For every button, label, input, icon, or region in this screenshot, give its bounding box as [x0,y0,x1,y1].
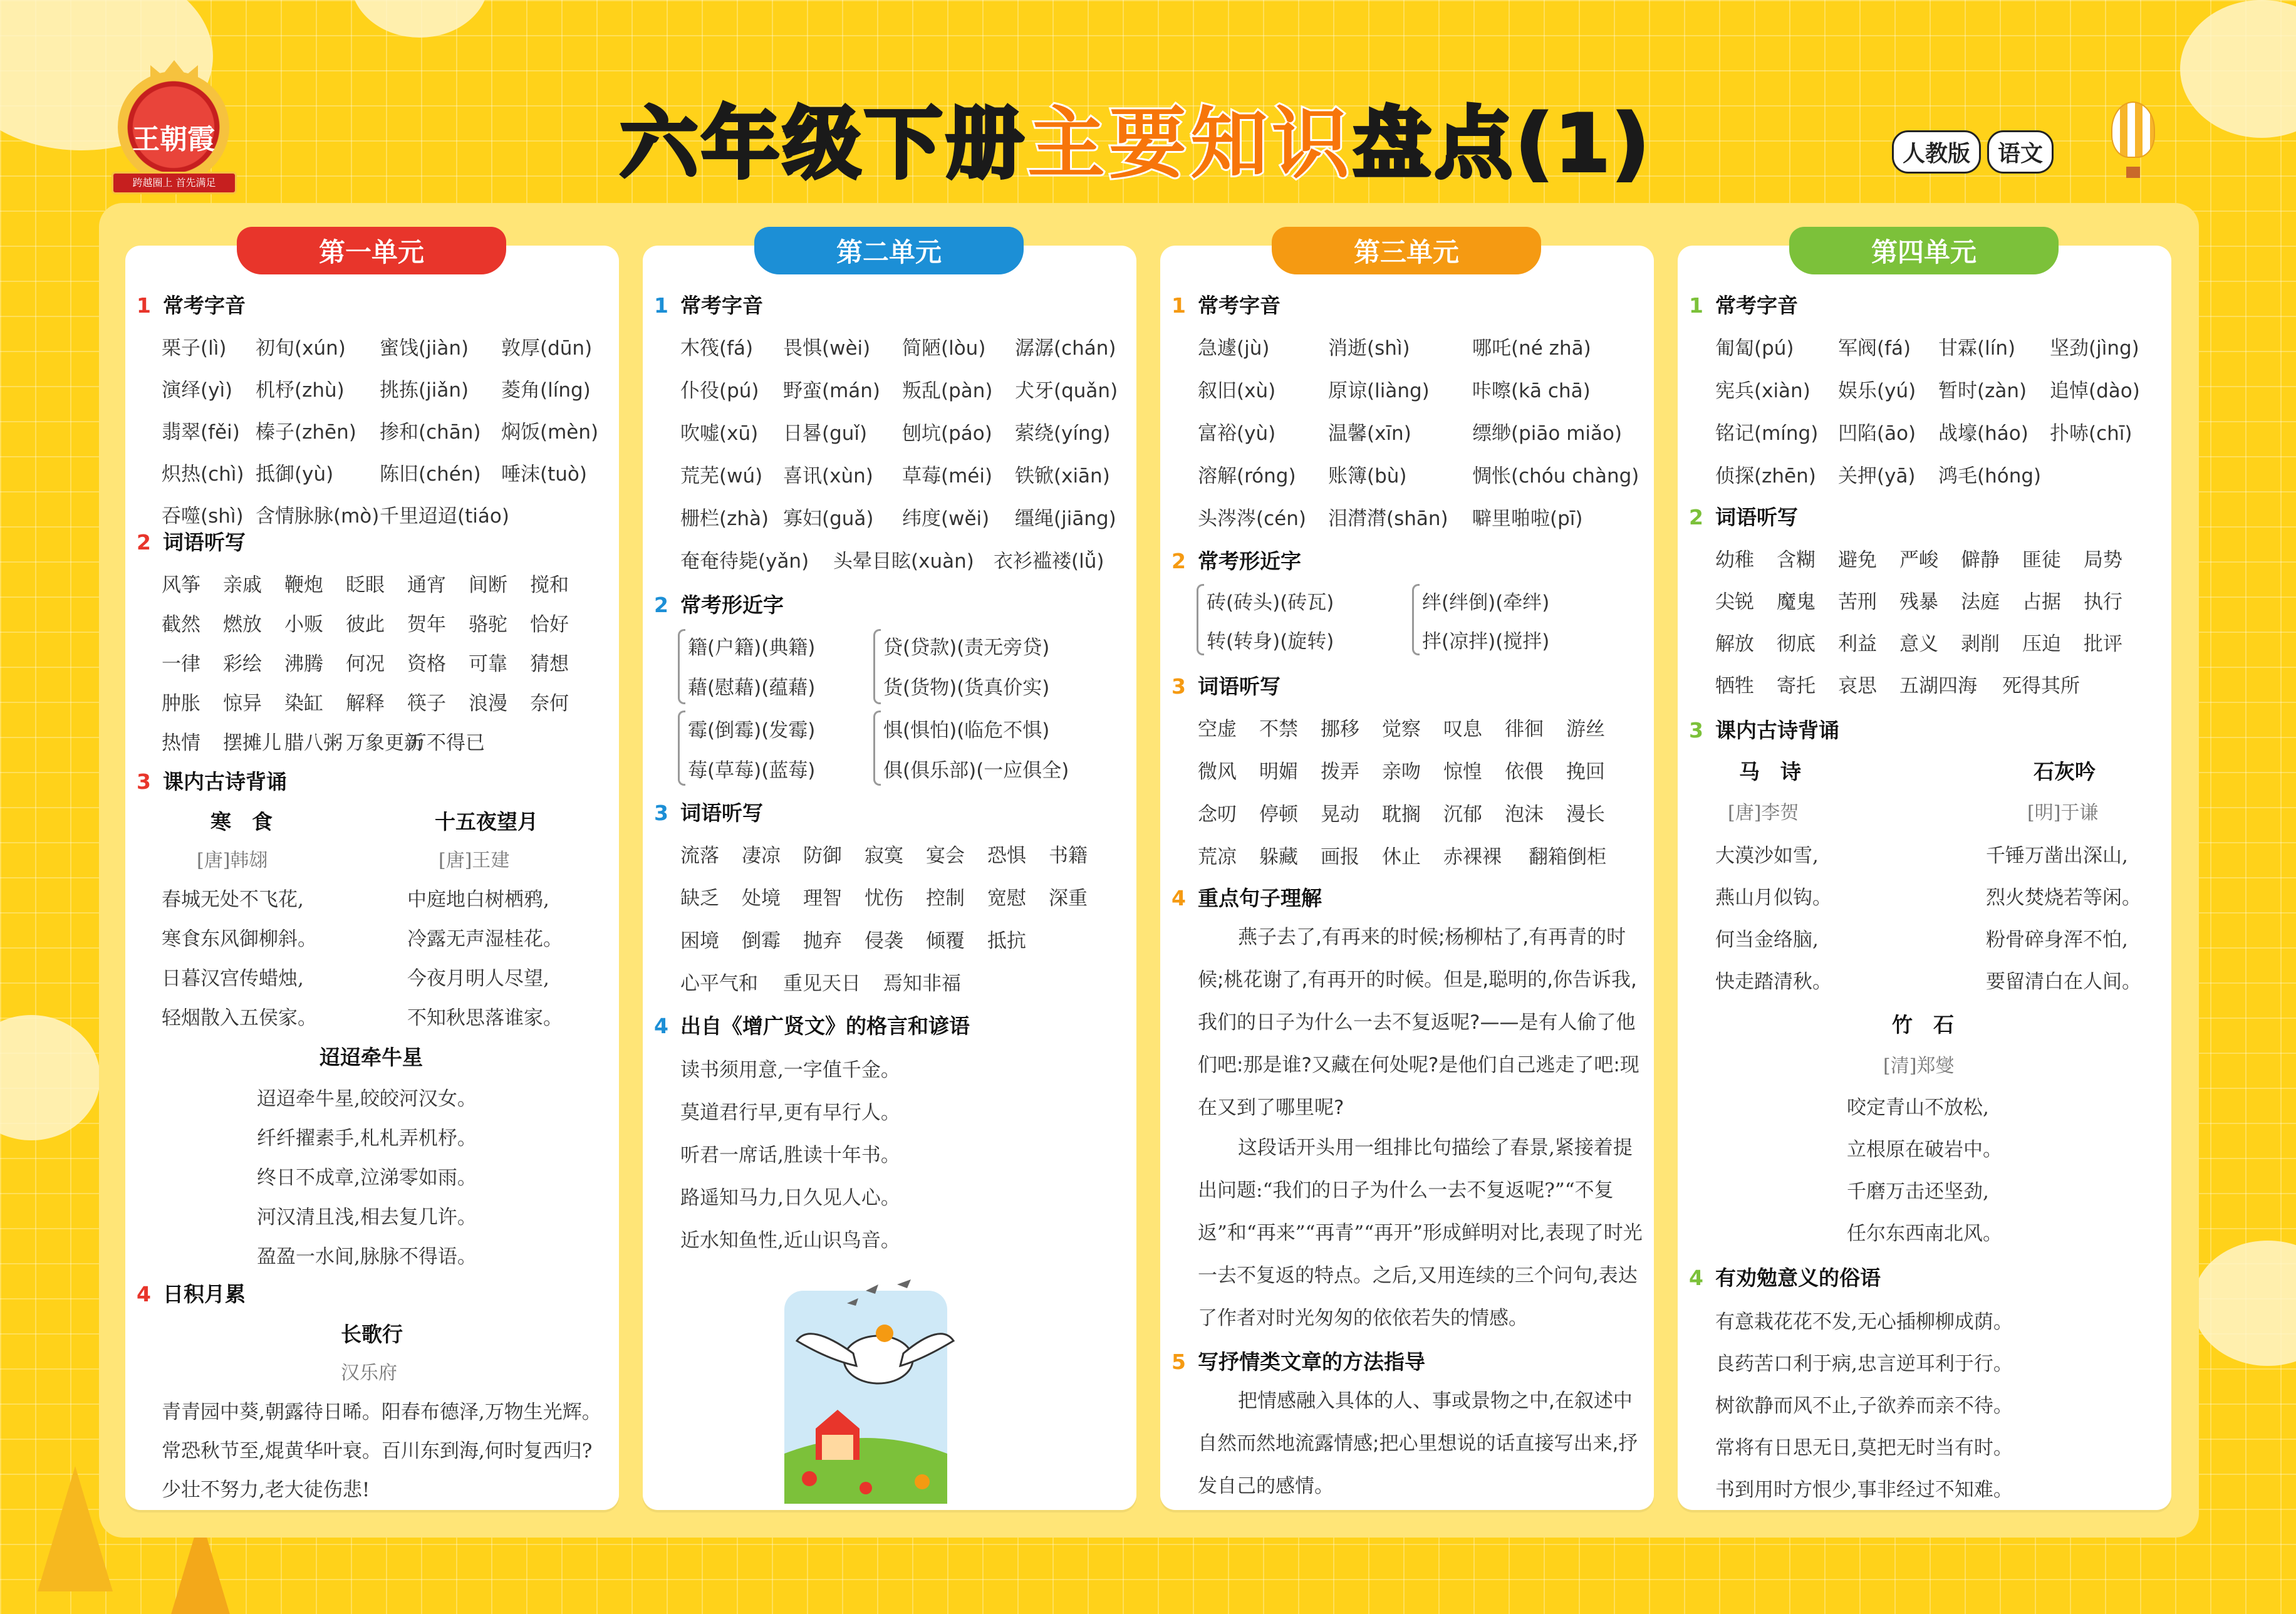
title-highlight: 主要知识 [1027,99,1354,189]
word-item: 铁锨(xiān) [1015,465,1110,487]
word-item: 抛弃 [803,930,842,952]
word-item: 贺年 [407,613,446,636]
unit-1-section-4-title: 4 日积月累 [137,1282,246,1306]
word-item: 沸腾 [284,653,323,675]
text-line: 少壮不努力,老大徒伤悲! [162,1479,370,1501]
cloud-decoration [0,1015,100,1140]
similar-char: 俱(俱乐部)(一应俱全) [883,759,1069,782]
word-item: 赤裸裸 [1443,846,1502,868]
word-item: 深重 [1049,887,1088,910]
word-item: 千里迢迢(tiáo) [380,505,509,528]
word-item: 执行 [2084,591,2122,613]
word-item: 挪移 [1321,718,1359,741]
word-item: 奈何 [530,692,569,715]
word-item: 焖饭(mèn) [501,421,599,444]
word-item: 意义 [1899,633,1938,655]
word-item: 缺乏 [680,887,719,910]
word-item: 依偎 [1505,761,1544,783]
unit-4-section-4-title: 4 有劝勉意义的俗语 [1689,1266,1881,1290]
word-item: 匪徒 [2022,549,2061,571]
word-item: 潺潺(chán) [1015,337,1116,360]
word-item: 摆摊儿 [223,732,281,754]
word-item: 热情 [162,732,200,754]
poem-author: [明]于谦 [2027,802,2099,824]
word-item: 暂时(zàn) [1938,380,2027,402]
text-line: 近水知鱼性,近山识鸟音。 [680,1229,900,1252]
text-line: 中庭地白树栖鸦, [407,888,549,911]
word-item: 侵袭 [865,930,903,952]
word-item: 骆驼 [469,613,507,636]
word-item: 搅和 [530,574,569,596]
word-item: 染缸 [284,692,323,715]
word-item: 含糊 [1777,549,1816,571]
word-item: 衣衫褴褛(lǚ) [994,550,1104,573]
word-item: 敦厚(dūn) [501,337,593,360]
page-title [620,81,1653,193]
word-item: 幼稚 [1715,549,1754,571]
word-item: 菱角(líng) [501,379,591,402]
text-line: 烈火焚烧若等闲。 [1986,887,2141,909]
word-item: 急遽(jù) [1198,337,1270,360]
subject-tag: 语文 [1987,130,2054,174]
word-item: 避免 [1838,549,1877,571]
word-item: 抵抗 [987,930,1026,952]
text-line: 寒食东风御柳斜。 [162,928,317,950]
word-item: 挽回 [1566,761,1605,783]
similar-char: 砖(砖头)(砖瓦) [1207,591,1334,614]
text-line: 终日不成章,泣涕零如雨。 [257,1167,477,1189]
word-item: 腊八粥 [284,732,343,754]
word-item: 溶解(róng) [1198,465,1296,487]
unit-2-section-2-title: 2 常考形近字 [654,593,784,617]
word-item: 战壕(háo) [1938,422,2028,445]
text-line: 燕山月似钩。 [1715,887,1832,909]
word-item: 原谅(liàng) [1328,380,1430,402]
word-item: 晃动 [1321,803,1359,826]
word-item: 缰绳(jiāng) [1015,508,1116,530]
word-item: 间断 [469,574,507,596]
text-line: 立根原在破岩中。 [1847,1138,2002,1161]
text-line: 咬定青山不放松, [1847,1096,1989,1119]
text-line: 听君一席话,胜读十年书。 [680,1144,900,1167]
poem-author: [唐]韩翃 [197,850,268,872]
word-item: 宪兵(xiàn) [1715,380,1810,402]
word-item: 惊惶 [1443,761,1482,783]
similar-char: 藉(慰藉)(蕴藉) [688,677,816,699]
word-item: 仆役(pú) [680,380,759,402]
text-line: 千磨万击还坚劲, [1847,1180,1989,1203]
word-item: 倒霉 [742,930,781,952]
word-item: 剥削 [1961,633,2000,655]
brace [873,711,881,786]
similar-char: 拌(凉拌)(搅拌) [1422,630,1550,653]
word-item: 筷子 [407,692,446,715]
brand-logo [112,60,237,198]
word-item: 理智 [803,887,842,910]
word-item: 吞噬(shì) [162,505,244,528]
word-item: 匍匐(pú) [1715,337,1794,360]
similar-char: 绊(绊倒)(牵绊) [1422,591,1550,614]
unit-4-section-1-title: 1 常考字音 [1689,293,1798,318]
word-item: 沉郁 [1443,803,1482,826]
unit-1-section-3-title: 3 课内古诗背诵 [137,769,287,794]
word-item: 念叨 [1198,803,1237,826]
unit-2-section-4-title: 4 出自《增广贤文》的格言和谚语 [654,1014,970,1038]
word-item: 铭记(míng) [1715,422,1819,445]
text-line: 盈盈一水间,脉脉不得语。 [257,1246,477,1268]
similar-char: 货(货物)(货真价实) [883,677,1050,699]
word-item: 简陋(lòu) [902,337,986,360]
edition-tags [1892,130,2054,174]
writing-guide: 把情感融入具体的人、事或景物之中,在叙述中自然而然地流露情感;把心里想说的话直接写出来,抒发自己的感情。 [1198,1390,1638,1497]
word-item: 风筝 [162,574,200,596]
word-item: 觉察 [1382,718,1421,741]
word-item: 严峻 [1899,549,1938,571]
word-item: 机杼(zhù) [256,379,345,402]
unit-1-section-2-title: 2 词语听写 [137,530,246,554]
word-item: 凹陷(āo) [1838,422,1916,445]
word-item: 猜想 [530,653,569,675]
word-item: 压迫 [2022,633,2061,655]
word-item: 鸿毛(hóng) [1938,465,2042,487]
text-line: 良药苦口利于病,忠言逆耳利于行。 [1715,1353,2013,1375]
word-item: 微风 [1198,761,1237,783]
word-item: 掺和(chān) [380,421,481,444]
cloud-decoration [351,0,489,38]
brace [1197,584,1204,655]
poem-author: [清]郑燮 [1883,1055,1955,1077]
word-item: 噼里啪啦(pī) [1472,508,1583,530]
word-item: 燃放 [223,613,262,636]
unit-3-section-1-title: 1 常考字音 [1171,293,1280,318]
word-item: 奄奄待毙(yǎn) [680,550,809,573]
word-item: 宽慰 [987,887,1026,910]
word-item: 不禁 [1259,718,1298,741]
word-item: 哪吒(né zhā) [1472,337,1591,360]
word-item: 纬度(wěi) [902,508,990,530]
logo-emblem [118,71,229,183]
word-item: 困境 [680,930,719,952]
text-line: 冷露无声湿桂花。 [407,928,563,950]
similar-char: 霉(倒霉)(发霉) [688,719,816,742]
text-line: 常恐秋节至,焜黄华叶衰。百川东到海,何时复西归? [162,1440,593,1462]
similar-char: 莓(草莓)(蓝莓) [688,759,816,782]
unit-3-section-5-title: 5 写抒情类文章的方法指导 [1171,1350,1425,1374]
word-item: 寡妇(guǎ) [783,508,874,530]
word-item: 浪漫 [469,692,507,715]
poem-title: 马 诗 [1739,759,1801,784]
word-item: 亲戚 [223,574,262,596]
unit-4-section-2-title: 2 词语听写 [1689,505,1798,529]
word-item: 温馨(xīn) [1328,422,1411,445]
word-item: 流落 [680,845,719,867]
word-item: 彻底 [1777,633,1816,655]
word-item: 寂寞 [865,845,903,867]
text-line: 任尔东西南北风。 [1847,1222,2002,1245]
word-item: 荒芜(wú) [680,465,763,487]
poem-title: 迢迢牵牛星 [319,1045,423,1070]
word-item: 消逝(shì) [1328,337,1410,360]
word-item: 残暴 [1899,591,1938,613]
word-item: 惆怅(chóu chàng) [1472,465,1639,487]
word-item: 宴会 [926,845,965,867]
word-item: 蜜饯(jiàn) [380,337,469,360]
word-item: 畏惧(wèi) [783,337,871,360]
hot-air-balloon-icon [2111,102,2155,183]
word-item: 翡翠(fěi) [162,421,240,444]
word-item: 寄托 [1777,675,1816,697]
word-item: 万不得已 [407,732,485,754]
text-line: 有意栽花花不发,无心插柳柳成荫。 [1715,1311,2013,1333]
similar-char: 籍(户籍)(典籍) [688,637,816,659]
poem-author: [唐]李贺 [1728,802,1799,824]
word-item: 五湖四海 [1899,675,1977,697]
word-item: 亲吻 [1382,761,1421,783]
word-item: 追悼(dào) [2050,380,2140,402]
unit-1-section-1-title: 1 常考字音 [137,293,246,318]
word-item: 吹嘘(xū) [680,422,759,445]
text-line: 书到用时方恨少,事非经过不知难。 [1715,1479,2013,1501]
word-item: 何况 [346,653,385,675]
text-line: 青青园中葵,朝露待日晞。阳春布德泽,万物生光辉。 [162,1401,601,1424]
word-item: 挑拣(jiǎn) [380,379,469,402]
text-line: 今夜月明人尽望, [407,967,549,990]
word-item: 咔嚓(kā chā) [1472,380,1591,402]
brand-name: 王朝霞 [132,123,215,155]
word-item: 资格 [407,653,446,675]
word-item: 停顿 [1259,803,1298,826]
word-item: 抵御(yù) [256,463,334,486]
word-item: 占据 [2022,591,2061,613]
word-item: 控制 [926,887,965,910]
text-line: 轻烟散入五侯家。 [162,1007,317,1029]
word-item: 休止 [1382,846,1421,868]
unit-3-banner: 第三单元 [1272,227,1541,274]
word-item: 叛乱(pàn) [902,380,993,402]
word-item: 防御 [803,845,842,867]
word-item: 小贩 [284,613,323,636]
word-item: 泡沫 [1505,803,1544,826]
word-item: 苦刑 [1838,591,1877,613]
word-item: 喜讯(xùn) [783,465,873,487]
text-line: 纤纤擢素手,札札弄机杼。 [257,1127,477,1150]
word-item: 恰好 [530,613,569,636]
unit-1-banner: 第一单元 [237,227,506,274]
word-item: 炽热(chì) [162,463,244,486]
word-item: 解释 [346,692,385,715]
word-item: 坚劲(jìng) [2050,337,2139,360]
word-item: 甘霖(lín) [1938,337,2016,360]
word-item: 唾沫(tuò) [501,463,587,486]
word-item: 可靠 [469,653,507,675]
text-line: 不知秋思落谁家。 [407,1007,563,1029]
poem-title: 石灰吟 [2034,759,2096,784]
unit-3-section-3-title: 3 词语听写 [1171,674,1280,699]
text-line: 要留清白在人间。 [1986,971,2141,993]
word-item: 一律 [162,653,200,675]
word-item: 缥缈(piāo miǎo) [1472,422,1623,445]
word-item: 截然 [162,613,200,636]
unit-4-section-3-title: 3 课内古诗背诵 [1689,718,1839,742]
word-item: 通宵 [407,574,446,596]
word-item: 叙旧(xù) [1198,380,1276,402]
word-item: 僻静 [1961,549,2000,571]
text-line: 日暮汉宫传蜡烛, [162,967,304,990]
word-item: 陈旧(chén) [380,463,481,486]
word-item: 画报 [1321,846,1359,868]
unit-2-banner: 第二单元 [754,227,1024,274]
poem-title: 竹 石 [1892,1013,1954,1037]
word-item: 徘徊 [1505,718,1544,741]
word-item: 焉知非福 [883,972,961,995]
word-item: 日晷(guǐ) [783,422,868,445]
word-item: 木筏(fá) [680,337,754,360]
key-passage: 燕子去了,有再来的时候;杨柳枯了,有再青的时候;桃花谢了,有再开的时候。但是,聪明的,你告诉我,我们的日子为什么一去不复返呢?——是有人偷了他们吧:那是谁?又藏在何处呢?是他们自己逃走了吧:现在又到了哪里呢? [1198,926,1639,1119]
text-line: 大漠沙如雪, [1715,845,1819,867]
text-line: 迢迢牵牛星,皎皎河汉女。 [257,1088,477,1110]
similar-char: 惧(惧怕)(临危不惧) [883,719,1050,742]
brace [678,629,685,704]
word-item: 牺牲 [1715,675,1754,697]
word-item: 局势 [2084,549,2122,571]
cloud-decoration [2180,0,2296,138]
word-item: 解放 [1715,633,1754,655]
unit-4-banner: 第四单元 [1789,227,2059,274]
word-item: 恐惧 [987,845,1026,867]
edition-tag: 人教版 [1892,130,1981,174]
word-item: 栅栏(zhà) [680,508,769,530]
word-item: 演绎(yì) [162,379,233,402]
word-item: 鞭炮 [284,574,323,596]
text-line: 莫道君行早,更有早行人。 [680,1101,900,1124]
word-item: 利益 [1838,633,1877,655]
word-item: 明媚 [1259,761,1298,783]
word-item: 荒凉 [1198,846,1237,868]
word-item: 翻箱倒柜 [1529,846,1606,868]
word-item: 万象更新 [346,732,423,754]
unit-3-section-4-title: 4 重点句子理解 [1171,886,1322,910]
word-item: 富裕(yù) [1198,422,1276,445]
word-item: 哀思 [1838,675,1877,697]
word-item: 野蛮(mán) [783,380,881,402]
word-item: 重见天日 [783,972,861,995]
title-part-1: 六年级下册 [620,99,1028,189]
word-item: 泪潸潸(shān) [1328,508,1448,530]
word-item: 刨坑(páo) [902,422,992,445]
poem-author: [唐]王建 [439,850,510,872]
word-item: 魔鬼 [1777,591,1816,613]
poem-title: 寒 食 [210,810,273,834]
word-item: 肿胀 [162,692,200,715]
text-line: 树欲静而风不止,子欲养而亲不待。 [1715,1395,2013,1417]
word-item: 草莓(méi) [902,465,993,487]
poem-title: 十五夜望月 [435,810,538,834]
cloud-decoration [2193,1241,2296,1366]
word-item: 心平气和 [680,972,758,995]
unit-3-section-2-title: 2 常考形近字 [1171,549,1301,573]
passage-analysis: 这段话开头用一组排比句描绘了春景,紧接着提出问题:“我们的日子为什么一去不复返呢?”“不复返”和“再来”“再青”“再开”形成鲜明对比,表现了时光一去不复返的特点。之后,又用连续的三个问句,表达了作者对时光匆匆的依依若失的情感。 [1198,1137,1643,1330]
text-line: 何当金络脑, [1715,929,1819,951]
word-item: 初旬(xún) [256,337,346,360]
goose-illustration [772,1266,960,1510]
word-item: 榛子(zhēn) [256,421,356,444]
title-part-2: 盘点(1) [1353,99,1653,189]
poem-author: 汉乐府 [341,1362,397,1384]
text-line: 春城无处不飞花, [162,888,304,911]
word-item: 栗子(lì) [162,337,227,360]
text-line: 快走踏清秋。 [1715,971,1832,993]
word-item: 批评 [2084,633,2122,655]
word-item: 头晕目眩(xuàn) [833,550,974,573]
word-item: 尖锐 [1715,591,1754,613]
word-item: 叹息 [1443,718,1482,741]
word-item: 凄凉 [742,845,781,867]
word-item: 娱乐(yú) [1838,380,1916,402]
text-line: 路遥知马力,日久见人心。 [680,1187,900,1209]
word-item: 头涔涔(cén) [1198,508,1306,530]
unit-2-section-1-title: 1 常考字音 [654,293,763,318]
similar-char: 转(转身)(旋转) [1207,630,1334,653]
word-item: 耽搁 [1382,803,1421,826]
word-item: 游丝 [1566,718,1605,741]
brace [873,629,881,704]
word-item: 关押(yā) [1838,465,1916,487]
word-item: 侦探(zhēn) [1715,465,1816,487]
unit-2-section-3-title: 3 词语听写 [654,801,763,825]
similar-char: 贷(贷款)(责无旁贷) [883,637,1050,659]
word-item: 惊异 [223,692,262,715]
word-item: 犬牙(quǎn) [1015,380,1118,402]
brace [1412,584,1420,655]
word-item: 倾覆 [926,930,965,952]
word-item: 躲藏 [1259,846,1298,868]
word-item: 账簿(bù) [1328,465,1407,487]
word-item: 空虚 [1198,718,1237,741]
word-item: 处境 [742,887,781,910]
text-line: 河汉清且浅,相去复几许。 [257,1206,477,1229]
word-item: 扑哧(chī) [2050,422,2132,445]
word-item: 含情脉脉(mò) [256,505,380,528]
word-item: 彩绘 [223,653,262,675]
logo-ribbon: 跨越圈上 首先满足 [112,172,237,194]
brace [678,711,685,786]
text-line: 常将有日思无日,莫把无时当有时。 [1715,1437,2013,1459]
text-line: 读书须用意,一字值千金。 [680,1059,900,1081]
word-item: 眨眼 [346,574,385,596]
word-item: 忧伤 [865,887,903,910]
word-item: 军阀(fá) [1838,337,1911,360]
text-line: 粉骨碎身浑不怕, [1986,929,2128,951]
word-item: 萦绕(yíng) [1015,422,1111,445]
word-item: 彼此 [346,613,385,636]
word-item: 死得其所 [2002,675,2080,697]
word-item: 法庭 [1961,591,2000,613]
text-line: 千锤万凿出深山, [1986,845,2128,867]
poem-title: 长歌行 [341,1322,403,1346]
word-item: 漫长 [1566,803,1605,826]
word-item: 拨弄 [1321,761,1359,783]
word-item: 书籍 [1049,845,1088,867]
